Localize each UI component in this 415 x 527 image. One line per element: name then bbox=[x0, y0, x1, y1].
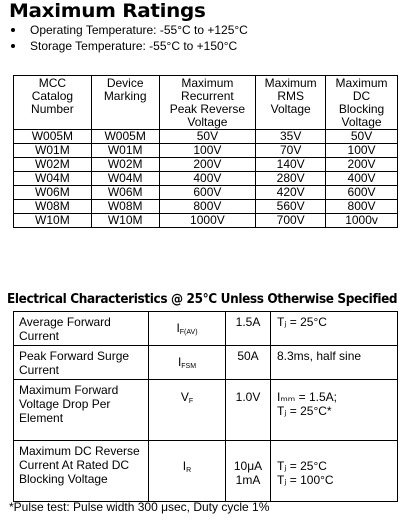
header-cell bbox=[14, 76, 92, 130]
table-row bbox=[14, 312, 398, 346]
max-ratings-table bbox=[13, 75, 398, 228]
symbol-text: I bbox=[177, 355, 182, 369]
bullet-icon bbox=[11, 44, 15, 48]
header-cell bbox=[326, 76, 398, 130]
table-row bbox=[14, 186, 398, 200]
condition-cell bbox=[271, 312, 398, 346]
bullet-icon bbox=[11, 28, 15, 32]
ratings-table-body bbox=[14, 130, 398, 228]
param-cell: Average Forward Current bbox=[14, 312, 149, 346]
table-cell: 700V bbox=[256, 214, 326, 228]
param-cell: Maximum DC Reverse Current At Rated DC Blocking Voltage bbox=[14, 441, 149, 502]
symbol-subscript: FSM bbox=[181, 363, 197, 370]
symbol-cell bbox=[149, 312, 226, 346]
header-device-marking: Device Marking bbox=[103, 76, 147, 103]
table-cell: 100V bbox=[159, 144, 256, 158]
symbol-text: I bbox=[182, 459, 187, 473]
table-cell: W005M bbox=[14, 130, 92, 144]
table-cell: W01M bbox=[91, 144, 159, 158]
table-cell: W10M bbox=[14, 214, 92, 228]
table-cell: 70V bbox=[256, 144, 326, 158]
table-row bbox=[14, 172, 398, 186]
table-cell: W10M bbox=[91, 214, 159, 228]
header-mcc-catalog-number: MCC Catalog Number bbox=[31, 76, 74, 116]
symbol-text: I bbox=[176, 321, 180, 335]
header-dc-blocking-voltage: Maximum DC Blocking Voltage bbox=[335, 76, 388, 129]
table-cell: W02M bbox=[91, 158, 159, 172]
table-cell: W04M bbox=[91, 172, 159, 186]
condition-text: Tⱼ = 25°C bbox=[277, 459, 327, 473]
table-row bbox=[14, 441, 398, 502]
table-cell: W005M bbox=[91, 130, 159, 144]
header-cell bbox=[159, 76, 256, 130]
table-cell: 400V bbox=[326, 172, 398, 186]
param-cell: Peak Forward Surge Current bbox=[14, 346, 149, 380]
value-cell: 1.0V bbox=[226, 380, 271, 441]
symbol-subscript: F bbox=[188, 398, 194, 405]
table-cell: W04M bbox=[14, 172, 92, 186]
table-cell: 140V bbox=[256, 158, 326, 172]
symbol-text: V bbox=[180, 390, 189, 404]
bullet-item bbox=[9, 22, 248, 38]
table-cell: W01M bbox=[14, 144, 92, 158]
operating-temperature: Operating Temperature: -55°C to +125°C bbox=[30, 23, 248, 37]
value-cell: 10μA 1mA bbox=[226, 441, 271, 502]
symbol-cell bbox=[149, 441, 226, 502]
table-cell: 200V bbox=[326, 158, 398, 172]
table-row bbox=[14, 346, 398, 380]
max-ratings-title: Maximum Ratings bbox=[9, 0, 206, 22]
table-cell: 800V bbox=[326, 200, 398, 214]
storage-temperature: Storage Temperature: -55°C to +150°C bbox=[30, 39, 238, 53]
table-cell: 200V bbox=[159, 158, 256, 172]
table-row bbox=[14, 130, 398, 144]
symbol-cell bbox=[149, 380, 226, 441]
table-cell: 280V bbox=[256, 172, 326, 186]
table-cell: 560V bbox=[256, 200, 326, 214]
table-cell: W06M bbox=[91, 186, 159, 200]
table-cell: 420V bbox=[256, 186, 326, 200]
table-row bbox=[14, 158, 398, 172]
value-cell: 1.5A bbox=[226, 312, 271, 346]
table-cell: 1000v bbox=[326, 214, 398, 228]
bullet-item bbox=[9, 38, 248, 54]
header-cell bbox=[256, 76, 326, 130]
electrical-characteristics-table bbox=[13, 311, 398, 502]
table-header-row bbox=[14, 76, 398, 130]
symbol-cell bbox=[149, 346, 226, 380]
ratings-bullet-list bbox=[9, 22, 248, 54]
table-cell: 35V bbox=[256, 130, 326, 144]
symbol-subscript: F(AV) bbox=[179, 329, 198, 336]
header-cell bbox=[91, 76, 159, 130]
condition-text: Tⱼ = 25°C bbox=[277, 315, 327, 329]
symbol-subscript: R bbox=[186, 467, 192, 474]
table-cell: 600V bbox=[159, 186, 256, 200]
table-cell: 400V bbox=[159, 172, 256, 186]
table-cell: 100V bbox=[326, 144, 398, 158]
table-cell: 1000V bbox=[159, 214, 256, 228]
table-cell: 800V bbox=[159, 200, 256, 214]
table-cell: 50V bbox=[326, 130, 398, 144]
table-row bbox=[14, 144, 398, 158]
table-row bbox=[14, 214, 398, 228]
table-cell: W08M bbox=[14, 200, 92, 214]
table-cell: 600V bbox=[326, 186, 398, 200]
condition-text: Tⱼ = 25°C* bbox=[277, 404, 332, 418]
condition-text: Tⱼ = 100°C bbox=[277, 473, 334, 487]
electrical-characteristics-title: Electrical Characteristics @ 25°C Unless Otherwise Specified bbox=[7, 292, 398, 307]
condition-text: 8.3ms, half sine bbox=[277, 349, 362, 363]
header-peak-reverse-voltage: Maximum Recurrent Peak Reverse Voltage bbox=[169, 76, 246, 129]
table-cell: W02M bbox=[14, 158, 92, 172]
pulse-test-footnote: *Pulse test: Pulse width 300 μsec, Duty cycle 1% bbox=[9, 500, 270, 514]
condition-cell bbox=[271, 380, 398, 441]
table-row bbox=[14, 380, 398, 441]
condition-cell bbox=[271, 346, 398, 380]
header-rms-voltage: Maximum RMS Voltage bbox=[264, 76, 317, 116]
table-cell: W06M bbox=[14, 186, 92, 200]
table-row bbox=[14, 200, 398, 214]
condition-text: Iₘₘ = 1.5A; bbox=[277, 390, 337, 404]
table-cell: 50V bbox=[159, 130, 256, 144]
value-cell: 50A bbox=[226, 346, 271, 380]
table-cell: W08M bbox=[91, 200, 159, 214]
param-cell: Maximum Forward Voltage Drop Per Element bbox=[14, 380, 149, 441]
condition-cell bbox=[271, 441, 398, 502]
